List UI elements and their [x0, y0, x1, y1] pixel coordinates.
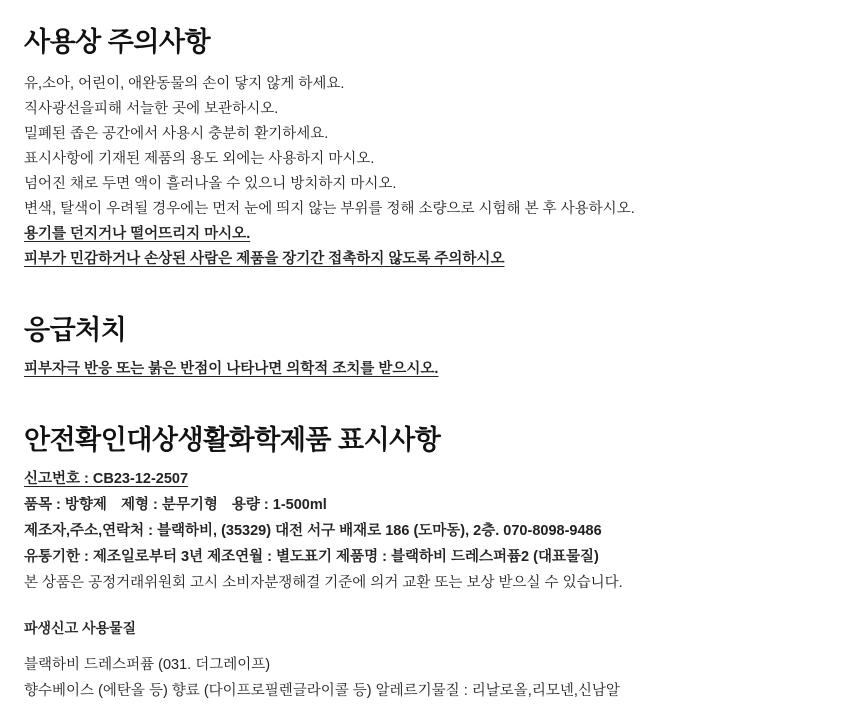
section-gap-2 — [24, 382, 836, 424]
section-gap-3 — [24, 596, 836, 616]
exchange-note: 본 상품은 공정거래위원회 고시 소비자분쟁해결 기준에 의거 교환 또는 보상 받으실 수 있습니다. — [24, 575, 623, 592]
caution-line-6: 변색, 탈색이 우려될 경우에는 먼저 눈에 띄지 않는 부위를 정해 소량으로 시험해 본 후 사용하시오. — [24, 201, 635, 218]
report-number-text: 신고번호 : CB23-12-2507 — [24, 471, 189, 488]
expiry-row: 유통기한 : 제조일로부터 3년 제조연월 : 별도표기 제품명 : 블랙하비 드레스퍼퓸2 (대표물질) — [24, 549, 599, 566]
caution-line-8: 피부가 민감하거나 손상된 사람은 제품을 장기간 접촉하지 않도록 주의하시오 — [24, 251, 505, 268]
section-gap-1 — [24, 272, 836, 314]
section-gap-4 — [24, 640, 836, 652]
manufacturer-row: 제조자,주소,연락처 : 블랙하비, (35329) 대전 서구 배재로 186 (도마동), 2층. 070-8098-9486 — [24, 523, 602, 540]
form-value: 제형 : 분무기형 — [120, 497, 218, 514]
caution-line-2: 직사광선을피해 서늘한 곳에 보관하시오. — [24, 101, 279, 118]
item-type-row — [24, 492, 836, 518]
first-aid-line-1: 피부자극 반응 또는 붉은 반점이 나타나면 의학적 조치를 받으시오. — [24, 360, 439, 377]
item-value: 방향제 — [64, 497, 107, 514]
caution-line-5: 넘어진 채로 두면 액이 흘러나올 수 있으니 방치하지 마시오. — [24, 176, 397, 193]
caution-line-7: 용기를 던지거나 떨어뜨리지 마시오. — [24, 226, 251, 243]
safety-label-title: 안전확인대상생활화학제품 표시사항 — [24, 424, 441, 455]
caution-title: 사용상 주의사항 — [24, 27, 211, 57]
derived-report-title: 파생신고 사용물질 — [24, 620, 137, 637]
caution-line-1: 유,소아, 어린이, 애완동물의 손이 닿지 않게 하세요. — [24, 76, 345, 93]
section-caution — [24, 26, 836, 272]
caution-line-3: 밀폐된 좁은 공간에서 사용시 충분히 환기하세요. — [24, 126, 329, 143]
caution-line-4: 표시사항에 기재된 제품의 용도 외에는 사용하지 마시오. — [24, 151, 375, 168]
report-number-row — [24, 466, 836, 492]
section-first-aid — [24, 314, 836, 381]
volume-value: 용량 : 1-500ml — [231, 497, 327, 514]
first-aid-title: 응급처치 — [24, 315, 127, 346]
ingredients-line: 향수베이스 (에탄올 등) 향료 (다이프로필렌글라이콜 등) 알레르기물질 : 리날로올,리모넨,신남알 — [24, 683, 620, 700]
section-safety-label — [24, 424, 836, 704]
product-name: 블랙하비 드레스퍼퓸 (031. 더그레이프) — [24, 657, 271, 674]
item-label: 품목 : — [24, 497, 65, 514]
